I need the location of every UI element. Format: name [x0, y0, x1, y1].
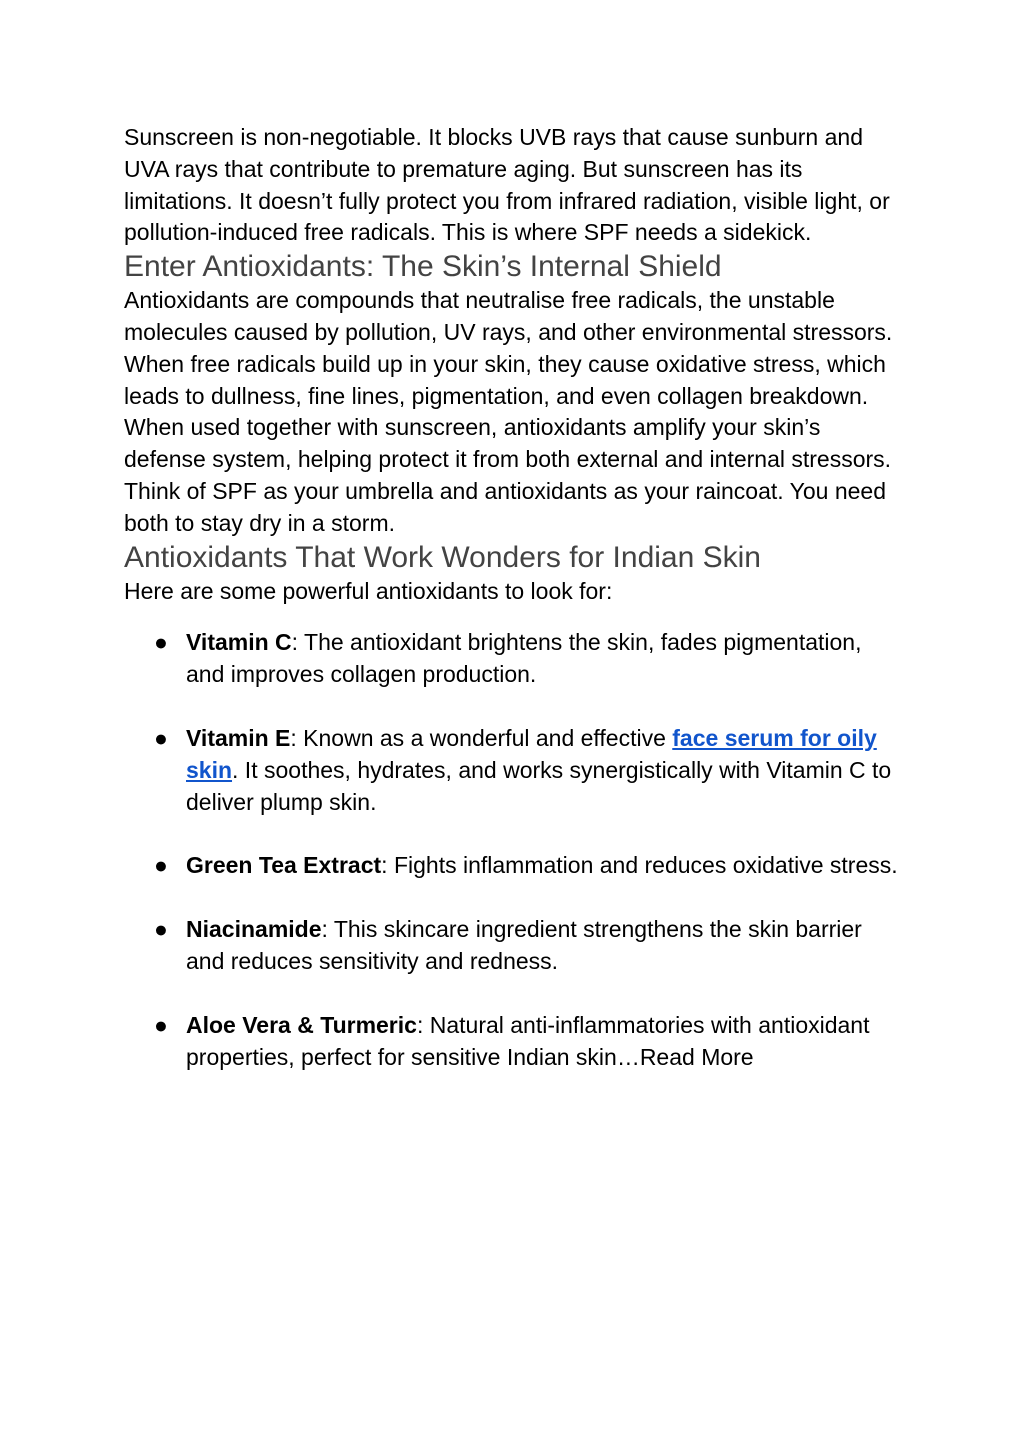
bullet-icon: ●	[154, 629, 168, 656]
list-item-term: Green Tea Extract	[186, 852, 382, 879]
bullet-icon: ●	[154, 1011, 168, 1038]
list-item-term: Aloe Vera & Turmeric	[186, 1011, 417, 1038]
intro-paragraph: Sunscreen is non-negotiable. It blocks UVB rays that cause sunburn and UVA rays that contribute to premature aging. But sunscreen has its limitations. It doesn’t fully protect you from infrared radiation, visible light, or pollution-induced free radicals. This is where SPF needs a sidekick.	[124, 124, 890, 246]
heading-internal-shield: Enter Antioxidants: The Skin’s Internal Shield	[124, 250, 722, 284]
list-item-text: : Natural anti-inflammatories with antioxidant properties, perfect for sensitive Indian skin…Read More	[186, 1011, 870, 1070]
list-item-term: Vitamin C	[186, 629, 292, 656]
antioxidants-definition-paragraph: Antioxidants are compounds that neutralise free radicals, the unstable molecules caused by pollution, UV rays, and other environmental stressors. When free radicals build up in your skin, they cause oxidative stress, which leads to dullness, fine lines, pigmentation, and even collagen breakdown.	[124, 287, 893, 409]
list-item-niacinamide	[124, 914, 904, 978]
list-item-term: Vitamin E	[186, 724, 291, 751]
heading-antioxidants-indian-skin: Antioxidants That Work Wonders for Indian Skin	[124, 540, 761, 574]
list-item-green-tea	[124, 850, 904, 882]
list-item-aloe-turmeric	[124, 1010, 904, 1074]
list-intro-paragraph: Here are some powerful antioxidants to look for:	[124, 577, 613, 604]
list-item-text: : The antioxidant brightens the skin, fades pigmentation, and improves collagen production.	[186, 629, 862, 688]
bullet-icon: ●	[154, 916, 168, 943]
list-item-vitamin-e	[124, 723, 904, 818]
list-item-vitamin-c	[124, 627, 904, 691]
bullet-icon: ●	[154, 852, 168, 879]
list-item-text: : Known as a wonderful and effective	[290, 724, 673, 751]
list-item-text: : Fights inflammation and reduces oxidative stress.	[381, 852, 898, 879]
antioxidant-list	[124, 627, 904, 1073]
document-content	[124, 122, 904, 1105]
bullet-icon: ●	[154, 724, 168, 751]
list-item-term: Niacinamide	[186, 916, 322, 943]
list-item-text: : This skincare ingredient strengthens the skin barrier and reduces sensitivity and redness.	[186, 916, 862, 974]
face-serum-link[interactable]: face serum for oily skin	[186, 724, 877, 783]
together-paragraph: When used together with sunscreen, antioxidants amplify your skin’s defense system, helping protect it from both external and internal stressors. Think of SPF as your umbrella and antioxidants as your raincoat. You need both to stay dry in a storm.	[124, 414, 892, 536]
list-item-text: . It soothes, hydrates, and works synergistically with Vitamin C to deliver plump skin.	[186, 756, 892, 815]
